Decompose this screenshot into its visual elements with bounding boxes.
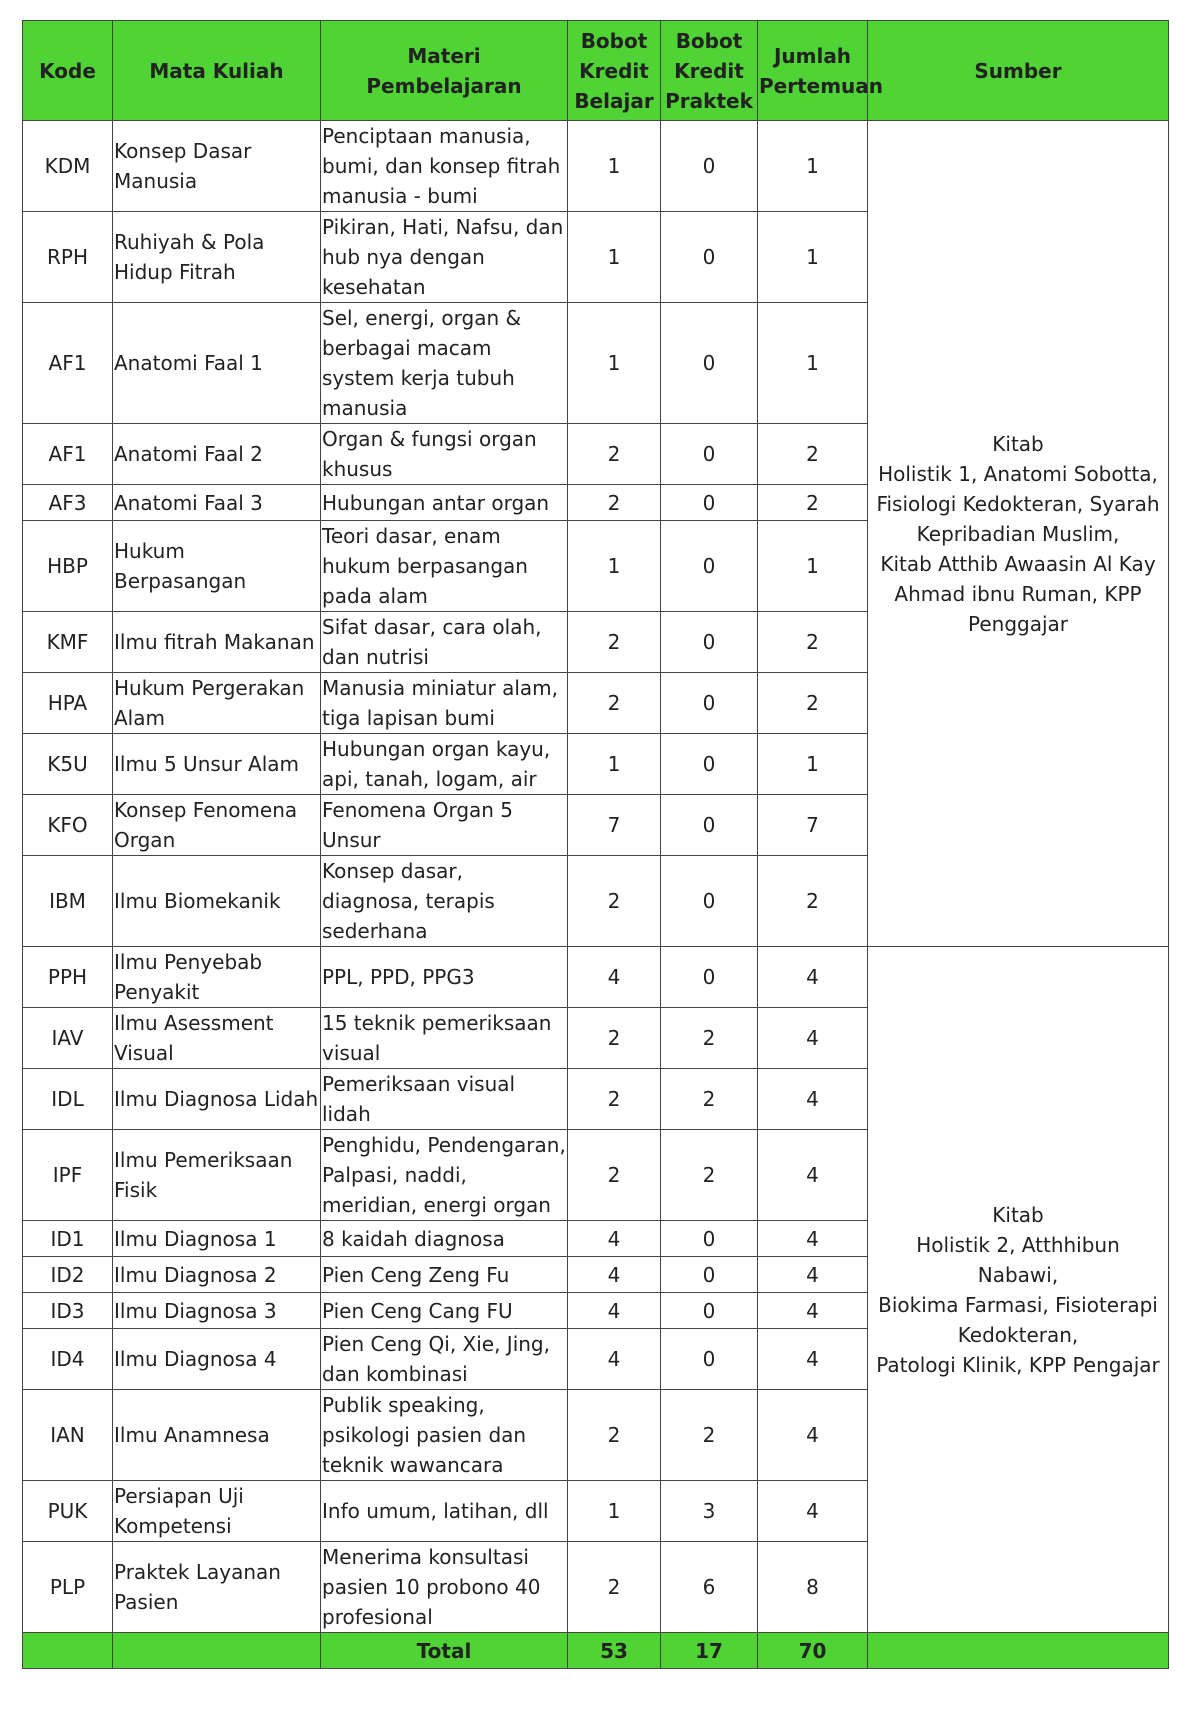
cell-mata-kuliah: Hukum Pergerakan Alam [113,673,321,734]
sumber-line: Holistik 1, Anatomi Sobotta, [878,461,1158,486]
cell-kode: HBP [23,521,113,612]
cell-materi: Organ & fungsi organ khusus [321,424,568,485]
cell-kode: PPH [23,947,113,1008]
cell-bobot-kredit-praktek: 2 [661,1008,758,1069]
cell-bobot-kredit-praktek: 0 [661,734,758,795]
cell-kode: PUK [23,1481,113,1542]
cell-bobot-kredit-praktek: 2 [661,1390,758,1481]
cell-materi: Sifat dasar, cara olah, dan nutrisi [321,612,568,673]
cell-materi: Pien Ceng Qi, Xie, Jing, dan kombinasi [321,1329,568,1390]
total-empty-sumber [868,1633,1169,1669]
header-mata-kuliah: Mata Kuliah [113,21,321,121]
cell-jumlah-pertemuan: 1 [758,212,868,303]
cell-kode: AF1 [23,303,113,424]
cell-jumlah-pertemuan: 1 [758,121,868,212]
cell-kode: ID3 [23,1293,113,1329]
sumber-line: Penggajar [967,611,1068,636]
cell-jumlah-pertemuan: 2 [758,856,868,947]
cell-mata-kuliah: Anatomi Faal 1 [113,303,321,424]
cell-bobot-kredit-belajar: 4 [568,947,661,1008]
header-kode: Kode [23,21,113,121]
cell-bobot-kredit-praktek: 6 [661,1542,758,1633]
cell-bobot-kredit-praktek: 0 [661,424,758,485]
cell-mata-kuliah: Ilmu Diagnosa 2 [113,1257,321,1293]
cell-mata-kuliah: Anatomi Faal 3 [113,485,321,521]
sumber-line: Ahmad ibnu Ruman, KPP [894,581,1142,606]
sumber-line: Holistik 2, Atthhibun Nabawi, [916,1232,1120,1287]
header-row [23,21,1169,121]
cell-bobot-kredit-praktek: 0 [661,212,758,303]
cell-mata-kuliah: Ilmu Diagnosa Lidah [113,1069,321,1130]
cell-jumlah-pertemuan: 7 [758,795,868,856]
total-row [23,1633,1169,1669]
total-jumlah-pertemuan: 70 [758,1633,868,1669]
cell-mata-kuliah: Praktek Layanan Pasien [113,1542,321,1633]
cell-bobot-kredit-belajar: 1 [568,121,661,212]
sumber-line: Kepribadian Muslim, [916,521,1120,546]
sumber-line: Fisiologi Kedokteran, Syarah [876,491,1160,516]
cell-bobot-kredit-belajar: 2 [568,1008,661,1069]
cell-materi: Penciptaan manusia, bumi, dan konsep fitrah manusia - bumi [321,121,568,212]
cell-bobot-kredit-belajar: 1 [568,1481,661,1542]
cell-jumlah-pertemuan: 2 [758,612,868,673]
cell-bobot-kredit-praktek: 0 [661,1257,758,1293]
cell-materi: Publik speaking, psikologi pasien dan teknik wawancara [321,1390,568,1481]
cell-bobot-kredit-belajar: 7 [568,795,661,856]
cell-jumlah-pertemuan: 4 [758,1257,868,1293]
cell-bobot-kredit-praktek: 0 [661,1293,758,1329]
cell-materi: 8 kaidah diagnosa [321,1221,568,1257]
curriculum-table [22,20,1169,1669]
cell-bobot-kredit-belajar: 2 [568,1069,661,1130]
cell-mata-kuliah: Ilmu Penyebab Penyakit [113,947,321,1008]
cell-bobot-kredit-belajar: 2 [568,1542,661,1633]
cell-bobot-kredit-praktek: 0 [661,121,758,212]
cell-bobot-kredit-belajar: 1 [568,303,661,424]
cell-mata-kuliah: Persiapan Uji Kompetensi [113,1481,321,1542]
cell-kode: PLP [23,1542,113,1633]
header-jumlah-pertemuan: Jumlah Pertemuan [758,21,868,121]
cell-materi: Sel, energi, organ & berbagai macam system kerja tubuh manusia [321,303,568,424]
cell-jumlah-pertemuan: 4 [758,1329,868,1390]
cell-bobot-kredit-belajar: 2 [568,1390,661,1481]
cell-materi: Pikiran, Hati, Nafsu, dan hub nya dengan kesehatan [321,212,568,303]
cell-mata-kuliah: Ilmu Diagnosa 3 [113,1293,321,1329]
cell-jumlah-pertemuan: 4 [758,1390,868,1481]
cell-mata-kuliah: Ilmu Anamnesa [113,1390,321,1481]
cell-jumlah-pertemuan: 2 [758,424,868,485]
cell-materi: Pemeriksaan visual lidah [321,1069,568,1130]
total-empty-mk [113,1633,321,1669]
cell-bobot-kredit-belajar: 2 [568,1130,661,1221]
cell-materi: Menerima konsultasi pasien 10 probono 40 profesional [321,1542,568,1633]
cell-bobot-kredit-belajar: 4 [568,1329,661,1390]
cell-mata-kuliah: Konsep Dasar Manusia [113,121,321,212]
cell-materi: Konsep dasar, diagnosa, terapis sederhana [321,856,568,947]
cell-jumlah-pertemuan: 4 [758,947,868,1008]
cell-jumlah-pertemuan: 8 [758,1542,868,1633]
cell-jumlah-pertemuan: 2 [758,673,868,734]
cell-materi: Penghidu, Pendengaran, Palpasi, naddi, meridian, energi organ [321,1130,568,1221]
total-bobot-kredit-belajar: 53 [568,1633,661,1669]
sumber-line: Kitab [992,431,1044,456]
cell-bobot-kredit-praktek: 0 [661,947,758,1008]
sumber-line: Biokima Farmasi, Fisioterapi [878,1292,1158,1317]
cell-bobot-kredit-praktek: 0 [661,856,758,947]
sumber-line: Kitab [992,1202,1044,1227]
cell-jumlah-pertemuan: 1 [758,734,868,795]
cell-bobot-kredit-praktek: 0 [661,1221,758,1257]
sumber-line: Patologi Klinik, KPP Pengajar [876,1352,1160,1377]
cell-mata-kuliah: Ilmu Asessment Visual [113,1008,321,1069]
cell-kode: IAN [23,1390,113,1481]
cell-jumlah-pertemuan: 4 [758,1130,868,1221]
cell-materi: Info umum, latihan, dll [321,1481,568,1542]
cell-bobot-kredit-praktek: 0 [661,673,758,734]
cell-bobot-kredit-belajar: 2 [568,856,661,947]
table-row [23,947,1169,1008]
header-bobot-kredit-praktek: Bobot Kredit Praktek [661,21,758,121]
cell-bobot-kredit-praktek: 0 [661,795,758,856]
cell-materi: Hubungan organ kayu, api, tanah, logam, air [321,734,568,795]
cell-kode: ID2 [23,1257,113,1293]
header-bobot-kredit-belajar: Bobot Kredit Belajar [568,21,661,121]
sumber-line: Kitab Atthib Awaasin Al Kay [880,551,1156,576]
cell-jumlah-pertemuan: 4 [758,1069,868,1130]
cell-bobot-kredit-belajar: 2 [568,612,661,673]
cell-bobot-kredit-belajar: 4 [568,1293,661,1329]
cell-bobot-kredit-belajar: 1 [568,212,661,303]
cell-materi: PPL, PPD, PPG3 [321,947,568,1008]
cell-kode: ID4 [23,1329,113,1390]
cell-bobot-kredit-praktek: 3 [661,1481,758,1542]
cell-mata-kuliah: Ilmu Pemeriksaan Fisik [113,1130,321,1221]
cell-bobot-kredit-praktek: 0 [661,303,758,424]
cell-bobot-kredit-belajar: 2 [568,485,661,521]
cell-kode: AF3 [23,485,113,521]
cell-bobot-kredit-belajar: 4 [568,1257,661,1293]
cell-jumlah-pertemuan: 2 [758,485,868,521]
cell-kode: AF1 [23,424,113,485]
cell-materi: Hubungan antar organ [321,485,568,521]
cell-bobot-kredit-belajar: 1 [568,521,661,612]
cell-kode: KDM [23,121,113,212]
cell-kode: HPA [23,673,113,734]
cell-bobot-kredit-praktek: 0 [661,521,758,612]
cell-kode: ID1 [23,1221,113,1257]
cell-bobot-kredit-belajar: 4 [568,1221,661,1257]
cell-jumlah-pertemuan: 4 [758,1221,868,1257]
cell-materi: Pien Ceng Cang FU [321,1293,568,1329]
total-bobot-kredit-praktek: 17 [661,1633,758,1669]
cell-jumlah-pertemuan: 4 [758,1008,868,1069]
cell-jumlah-pertemuan: 4 [758,1293,868,1329]
cell-mata-kuliah: Anatomi Faal 2 [113,424,321,485]
cell-mata-kuliah: Ilmu fitrah Makanan [113,612,321,673]
cell-bobot-kredit-praktek: 2 [661,1069,758,1130]
sumber-line: Kedokteran, [957,1322,1079,1347]
cell-mata-kuliah: Hukum Berpasangan [113,521,321,612]
cell-jumlah-pertemuan: 1 [758,303,868,424]
cell-materi: 15 teknik pemeriksaan visual [321,1008,568,1069]
cell-kode: IPF [23,1130,113,1221]
cell-kode: IBM [23,856,113,947]
cell-bobot-kredit-praktek: 0 [661,612,758,673]
cell-bobot-kredit-belajar: 1 [568,734,661,795]
cell-materi: Teori dasar, enam hukum berpasangan pada alam [321,521,568,612]
cell-kode: IDL [23,1069,113,1130]
cell-bobot-kredit-belajar: 2 [568,673,661,734]
cell-mata-kuliah: Ilmu 5 Unsur Alam [113,734,321,795]
cell-jumlah-pertemuan: 1 [758,521,868,612]
total-label: Total [321,1633,568,1669]
cell-bobot-kredit-praktek: 0 [661,485,758,521]
cell-bobot-kredit-praktek: 2 [661,1130,758,1221]
cell-materi: Manusia miniatur alam, tiga lapisan bumi [321,673,568,734]
table-row [23,121,1169,212]
cell-mata-kuliah: Ilmu Biomekanik [113,856,321,947]
cell-bobot-kredit-belajar: 2 [568,424,661,485]
header-materi: Materi Pembelajaran [321,21,568,121]
cell-materi: Fenomena Organ 5 Unsur [321,795,568,856]
cell-kode: K5U [23,734,113,795]
cell-mata-kuliah: Ilmu Diagnosa 4 [113,1329,321,1390]
cell-sumber [868,947,1169,1633]
cell-materi: Pien Ceng Zeng Fu [321,1257,568,1293]
cell-mata-kuliah: Konsep Fenomena Organ [113,795,321,856]
total-empty-kode [23,1633,113,1669]
cell-kode: IAV [23,1008,113,1069]
cell-sumber [868,121,1169,947]
cell-mata-kuliah: Ruhiyah & Pola Hidup Fitrah [113,212,321,303]
cell-kode: KFO [23,795,113,856]
cell-mata-kuliah: Ilmu Diagnosa 1 [113,1221,321,1257]
header-sumber: Sumber [868,21,1169,121]
cell-kode: RPH [23,212,113,303]
cell-kode: KMF [23,612,113,673]
cell-jumlah-pertemuan: 4 [758,1481,868,1542]
cell-bobot-kredit-praktek: 0 [661,1329,758,1390]
